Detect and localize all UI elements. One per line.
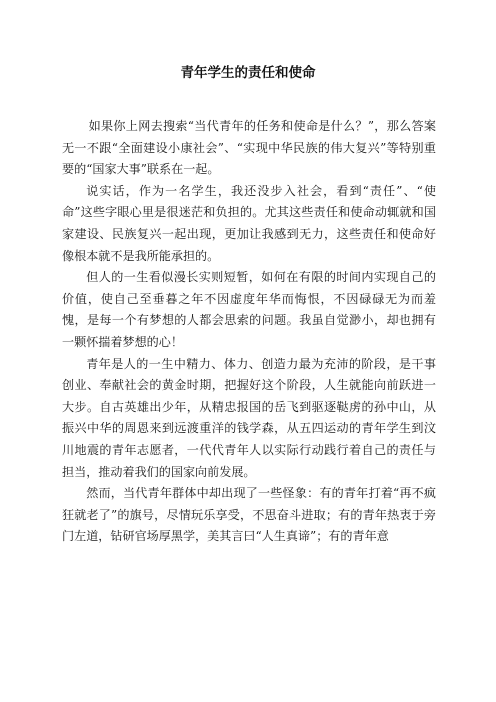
paragraph: 然而，当代青年群体中却出现了一些怪象：有的青年打着“再不疯狂就老了”的旗号，尽情玩乐享受，不思奋斗进取；有的青年热衷于旁门左道，钻研官场厚黑学，美其言曰“人生真谛”；有的青年意 <box>62 486 436 544</box>
paragraph: 如果你上网去搜索“当代青年的任务和使命是什么？”，那么答案无一不跟“全面建设小康社会”、“实现中华民族的伟大复兴”等特别重要的“国家大事”联系在一起。 <box>62 119 436 177</box>
paragraph: 但人的一生看似漫长实则短暂，如何在有限的时间内实现自己的价值，使自己至垂暮之年不因虚度年华而悔恨，不因碌碌无为而羞愧，是每一个有梦想的人都会思索的问题。我虽自觉渺小，却也拥有一颗怀揣着梦想的心！ <box>62 270 436 349</box>
document-title: 青年学生的责任和使命 <box>180 65 316 81</box>
paragraph: 青年是人的一生中精力、体力、创造力最为充沛的阶段，是干事创业、奉献社会的黄金时期，把握好这个阶段，人生就能向前跃进一大步。自古英雄出少年，从精忠报国的岳飞到驱逐鞑虏的孙中山，从振兴中华的周恩来到远渡重洋的钱学森，从五四运动的青年学生到汶川地震的青年志愿者，一代代青年人以实际行动践行着自己的责任与担当，推动着我们的国家向前发展。 <box>62 356 436 479</box>
document-body <box>62 116 436 548</box>
paragraph: 说实话，作为一名学生，我还没步入社会，看到“责任”、“使命”这些字眼心里是很迷茫和负担的。尤其这些责任和使命动辄就和国家建设、民族复兴一起出现，更加让我感到无力，这些责任和使命好像根本就不是我所能承担的。 <box>62 183 436 263</box>
